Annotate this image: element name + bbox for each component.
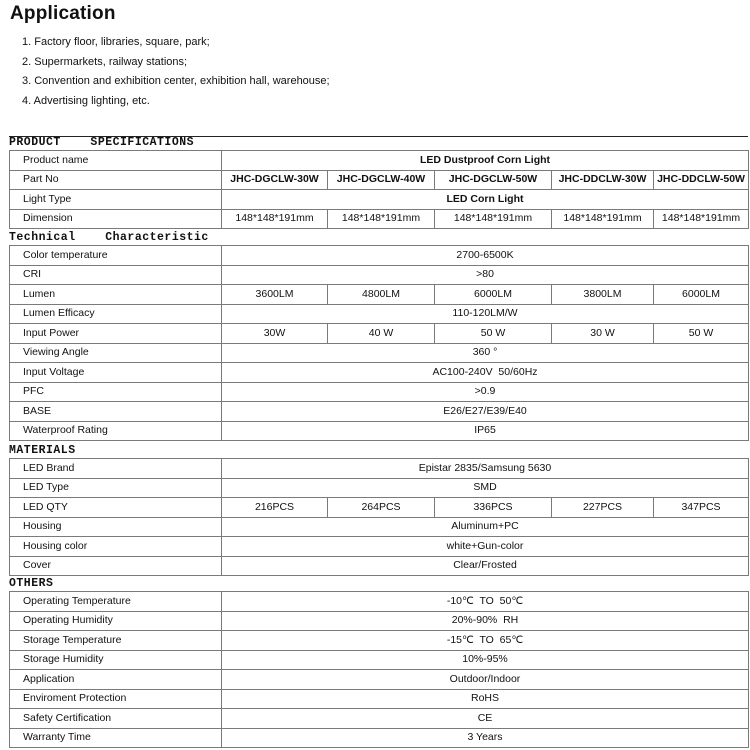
materials-heading: MATERIALS (9, 444, 76, 457)
row-label: LED QTY (10, 498, 222, 518)
row-label: Lumen Efficacy (10, 304, 222, 324)
table-row (10, 650, 749, 670)
row-label: LED Type (10, 478, 222, 498)
product-specifications-table (9, 150, 749, 229)
led-qty-cell: 264PCS (328, 498, 435, 518)
part-no-cell: JHC-DGCLW-50W (435, 170, 552, 190)
table-row (10, 343, 749, 363)
row-label: Viewing Angle (10, 343, 222, 363)
lumen-cell: 6000LM (654, 285, 749, 305)
row-label: Input Voltage (10, 363, 222, 383)
row-value: CE (222, 709, 749, 729)
row-value: RoHS (222, 689, 749, 709)
row-label: Waterproof Rating (10, 421, 222, 441)
row-value: 110-120LM/W (222, 304, 749, 324)
row-value: 360 ° (222, 343, 749, 363)
dimension-cell: 148*148*191mm (222, 209, 328, 229)
table-row (10, 170, 749, 190)
part-no-cell: JHC-DDCLW-30W (552, 170, 654, 190)
table-row (10, 459, 749, 479)
application-list (22, 33, 330, 111)
row-label: BASE (10, 402, 222, 422)
input-power-cell: 50 W (435, 324, 552, 344)
row-label: Warranty Time (10, 728, 222, 748)
row-value: LED Dustproof Corn Light (222, 151, 749, 171)
row-value: 20%-90% RH (222, 611, 749, 631)
table-row (10, 382, 749, 402)
table-row (10, 537, 749, 557)
table-row (10, 689, 749, 709)
table-row (10, 402, 749, 422)
table-row (10, 285, 749, 305)
table-row (10, 363, 749, 383)
application-title: Application (10, 3, 116, 24)
led-qty-cell: 336PCS (435, 498, 552, 518)
row-label: Input Power (10, 324, 222, 344)
row-value: white+Gun-color (222, 537, 749, 557)
led-qty-cell: 347PCS (654, 498, 749, 518)
dimension-cell: 148*148*191mm (552, 209, 654, 229)
row-value: 10%-95% (222, 650, 749, 670)
table-row (10, 190, 749, 210)
table-row (10, 209, 749, 229)
row-value: 2700-6500K (222, 246, 749, 266)
row-value: Epistar 2835/Samsung 5630 (222, 459, 749, 479)
part-no-cell: JHC-DGCLW-30W (222, 170, 328, 190)
row-label: PFC (10, 382, 222, 402)
part-no-cell: JHC-DDCLW-50W (654, 170, 749, 190)
input-power-cell: 40 W (328, 324, 435, 344)
table-row (10, 517, 749, 537)
row-value: Aluminum+PC (222, 517, 749, 537)
row-label: Part No (10, 170, 222, 190)
row-label: Dimension (10, 209, 222, 229)
row-label: Lumen (10, 285, 222, 305)
input-power-cell: 30W (222, 324, 328, 344)
row-label: Application (10, 670, 222, 690)
dimension-cell: 148*148*191mm (654, 209, 749, 229)
table-row (10, 670, 749, 690)
materials-table (9, 458, 749, 576)
row-value: -15℃ TO 65℃ (222, 631, 749, 651)
row-value: Clear/Frosted (222, 556, 749, 576)
row-value: >80 (222, 265, 749, 285)
input-power-cell: 50 W (654, 324, 749, 344)
row-value: >0.9 (222, 382, 749, 402)
table-row (10, 421, 749, 441)
table-row (10, 592, 749, 612)
row-label: LED Brand (10, 459, 222, 479)
row-value: AC100-240V 50/60Hz (222, 363, 749, 383)
row-label: Operating Temperature (10, 592, 222, 612)
table-row (10, 304, 749, 324)
row-value: 3 Years (222, 728, 749, 748)
table-row (10, 246, 749, 266)
row-label: Cover (10, 556, 222, 576)
list-item: 4. Advertising lighting, etc. (22, 94, 150, 107)
row-label: Housing (10, 517, 222, 537)
technical-characteristic-table (9, 245, 749, 441)
lumen-cell: 4800LM (328, 285, 435, 305)
row-value: LED Corn Light (222, 190, 749, 210)
row-label: Color temperature (10, 246, 222, 266)
table-row (10, 611, 749, 631)
table-row (10, 151, 749, 171)
row-label: CRI (10, 265, 222, 285)
row-value: Outdoor/Indoor (222, 670, 749, 690)
others-table (9, 591, 749, 748)
row-value: IP65 (222, 421, 749, 441)
row-value: -10℃ TO 50℃ (222, 592, 749, 612)
dimension-cell: 148*148*191mm (328, 209, 435, 229)
led-qty-cell: 227PCS (552, 498, 654, 518)
row-label: Operating Humidity (10, 611, 222, 631)
table-row (10, 631, 749, 651)
table-row (10, 478, 749, 498)
row-label: Product name (10, 151, 222, 171)
dimension-cell: 148*148*191mm (435, 209, 552, 229)
row-label: Housing color (10, 537, 222, 557)
table-row (10, 324, 749, 344)
part-no-cell: JHC-DGCLW-40W (328, 170, 435, 190)
row-label: Storage Temperature (10, 631, 222, 651)
table-row (10, 498, 749, 518)
list-item: 3. Convention and exhibition center, exhibition hall, warehouse; (22, 75, 330, 87)
row-value: SMD (222, 478, 749, 498)
lumen-cell: 3800LM (552, 285, 654, 305)
row-label: Enviroment Protection (10, 689, 222, 709)
technical-characteristic-heading: Technical Characteristic (9, 231, 209, 244)
row-label: Storage Humidity (10, 650, 222, 670)
row-label: Safety Certification (10, 709, 222, 729)
input-power-cell: 30 W (552, 324, 654, 344)
table-row (10, 556, 749, 576)
table-row (10, 265, 749, 285)
row-value: E26/E27/E39/E40 (222, 402, 749, 422)
table-row (10, 709, 749, 729)
lumen-cell: 6000LM (435, 285, 552, 305)
lumen-cell: 3600LM (222, 285, 328, 305)
list-item: 2. Supermarkets, railway stations; (22, 55, 188, 68)
led-qty-cell: 216PCS (222, 498, 328, 518)
others-heading: OTHERS (9, 577, 54, 590)
list-item: 1. Factory floor, libraries, square, park; (22, 36, 210, 48)
table-row (10, 728, 749, 748)
product-specifications-heading: PRODUCT SPECIFICATIONS (9, 136, 195, 149)
row-label: Light Type (10, 190, 222, 210)
